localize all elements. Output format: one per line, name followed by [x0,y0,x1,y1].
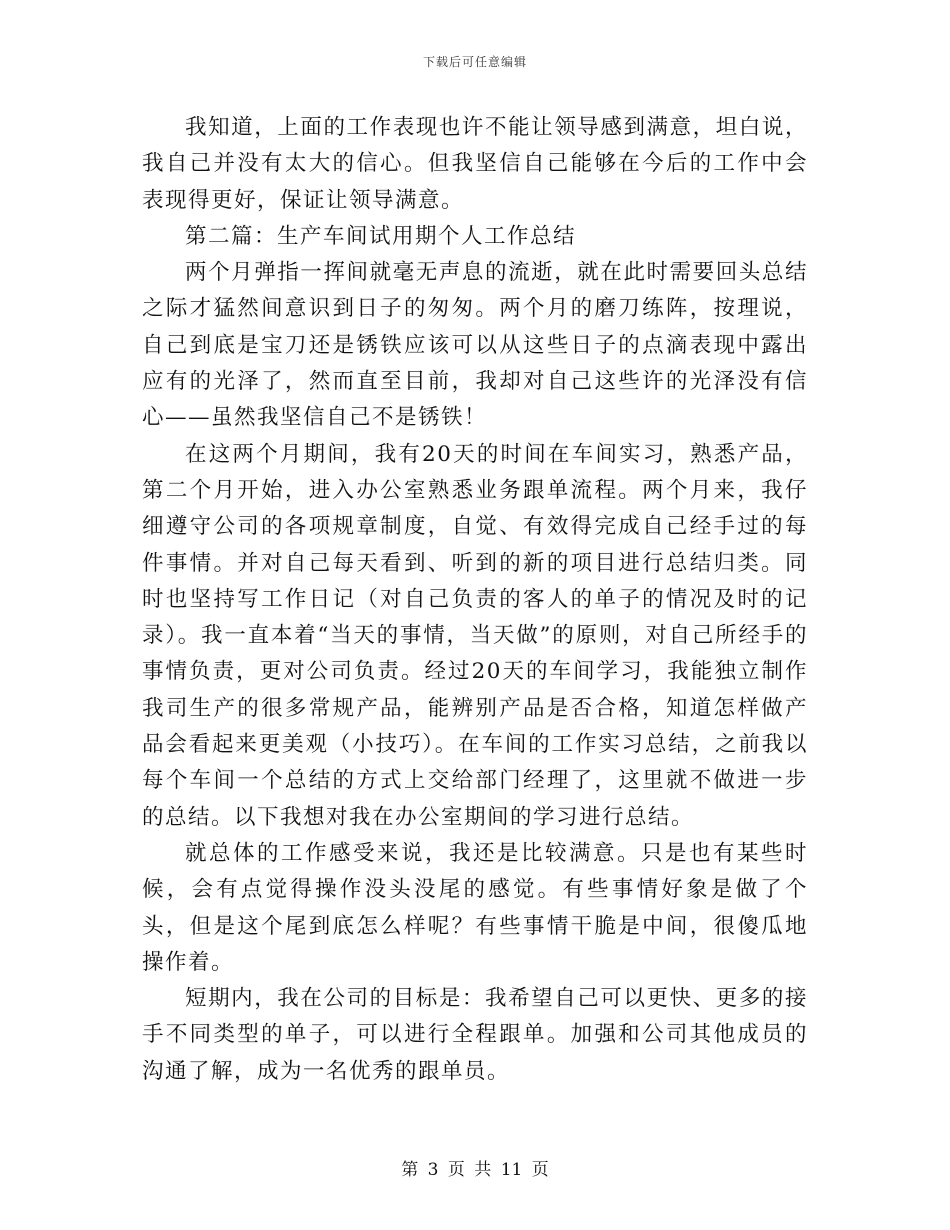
page-header: 下载后可任意编辑 [422,55,527,69]
section-title: 第二篇：生产车间试用期个人工作总结 [185,223,577,249]
document-body [142,110,808,1090]
paragraph-feelings: 就总体的工作感受来说，我还是比较满意。只是也有某些时候，会有点觉得操作没头没尾的感觉。有些事情好象是做了个头，但是这个尾到底怎么样呢？有些事情干脆是中间，很傻瓜地操作着。 [142,840,808,975]
page-number: 第 3 页 共 11 页 [401,1160,549,1180]
paragraph-goals: 短期内，我在公司的目标是：我希望自己可以更快、更多的接手不同类型的单子，可以进行全程跟单。加强和公司其他成员的沟通了解，成为一名优秀的跟单员。 [142,986,808,1084]
paragraph-intro: 两个月弹指一挥间就毫无声息的流逝，就在此时需要回头总结之际才猛然间意识到日子的匆匆。两个月的磨刀练阵，按理说，自己到底是宝刀还是锈铁应该可以从这些日子的点滴表现中露出应有的光泽了，然而直至目前，我却对自己这些许的光泽没有信心——虽然我坚信自己不是锈铁！ [142,260,808,431]
paragraph-internship: 在这两个月期间，我有20天的时间在车间实习，熟悉产品，第二个月开始，进入办公室熟悉业务跟单流程。两个月来，我仔细遵守公司的各项规章制度，自觉、有效得完成自己经手过的每件事情。并对自己每天看到、听到的新的项目进行总结归类。同时也坚持写工作日记（对自己负责的客人的单子的情况及时的记录）。我一直本着“当天的事情，当天做”的原则，对自己所经手的事情负责，更对公司负责。经过20天的车间学习，我能独立制作我司生产的很多常规产品，能辨别产品是否合格，知道怎样做产品会看起来更美观（小技巧）。在车间的工作实习总结，之前我以每个车间一个总结的方式上交给部门经理了，这里就不做进一步的总结。以下我想对我在办公室期间的学习进行总结。 [142,441,808,830]
paragraph-confidence: 我知道，上面的工作表现也许不能让领导感到满意，坦白说，我自己并没有太大的信心。但我坚信自己能够在今后的工作中会表现得更好，保证让领导满意。 [142,115,808,213]
